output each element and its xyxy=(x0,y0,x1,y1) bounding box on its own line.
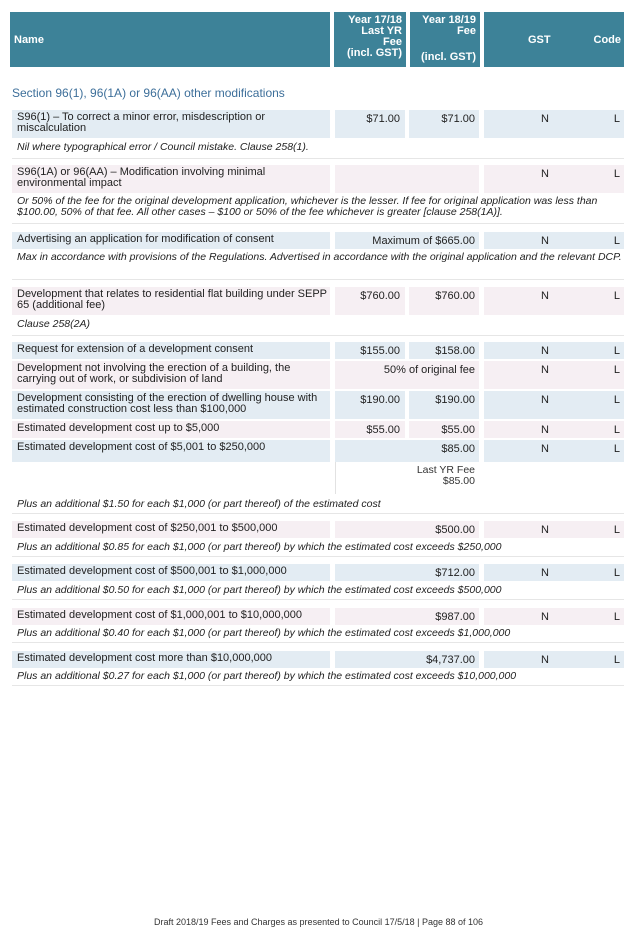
row-note: Or 50% of the fee for the original development application, whichever is the lesser. If fee for original application was less than $100.00, 50% of that fee. All other cases – $100 or 50% of the fee whichever is greater [clause 258(1A)]. xyxy=(12,196,624,224)
row-description: Advertising an application for modification of consent xyxy=(12,232,330,249)
table-row xyxy=(12,521,624,538)
row-note: Plus an additional $0.85 for each $1,000 (or part thereof) by which the estimated cost exceeds $250,000 xyxy=(12,542,624,557)
table-row xyxy=(12,165,624,193)
last-year-fee: Last YR Fee $85.00 xyxy=(335,462,479,494)
page-footer: Draft 2018/19 Fees and Charges as presented to Council 17/5/18 | Page 88 of 106 xyxy=(153,917,484,927)
row-gst: N xyxy=(541,113,549,125)
row-fee-1819: $4,737.00 xyxy=(335,651,479,668)
row-fee xyxy=(335,165,479,193)
row-fee: 50% of original fee xyxy=(335,361,479,389)
row-gst: N xyxy=(541,443,549,455)
row-note: Max in accordance with provisions of the Regulations. Advertised in accordance with the original application and the relevant DCP. xyxy=(12,252,624,280)
row-fee-1819: $712.00 xyxy=(335,564,479,581)
row-code: L xyxy=(613,394,620,406)
row-description: S96(1A) or 96(AA) – Modification involving minimal environmental impact xyxy=(12,165,330,193)
row-note: Nil where typographical error / Council mistake. Clause 258(1). xyxy=(12,142,624,159)
row-fee-1819: $760.00 xyxy=(409,287,479,315)
section-title: Section 96(1), 96(1A) or 96(AA) other modifications xyxy=(12,86,285,100)
row-note: Plus an additional $1.50 for each $1,000 (or part thereof) of the estimated cost xyxy=(12,499,624,514)
row-description: Estimated development cost of $250,001 to $500,000 xyxy=(12,521,330,538)
row-fee-1819: $987.00 xyxy=(335,608,479,625)
row-note: Plus an additional $0.40 for each $1,000 (or part thereof) by which the estimated cost exceeds $1,000,000 xyxy=(12,628,624,643)
row-code: L xyxy=(613,364,620,376)
header-year-1819: Year 18/19 Fee (incl. GST) xyxy=(410,12,480,67)
table-row xyxy=(12,608,624,625)
row-code: L xyxy=(613,290,620,302)
row-note: Plus an additional $0.27 for each $1,000 (or part thereof) by which the estimated cost exceeds $10,000,000 xyxy=(12,671,624,686)
row-gst: N xyxy=(541,345,549,357)
row-gst: N xyxy=(541,424,549,436)
table-row xyxy=(12,651,624,668)
row-fee-1819: $55.00 xyxy=(409,421,479,438)
row-fee-1718: $71.00 xyxy=(335,110,405,138)
header-year-1718: Year 17/18 Last YR Fee (incl. GST) xyxy=(334,12,406,67)
row-fee-1718: $190.00 xyxy=(335,391,405,419)
table-row xyxy=(12,287,624,315)
row-gst: N xyxy=(541,290,549,302)
row-description: Estimated development cost up to $5,000 xyxy=(12,421,330,438)
row-code: L xyxy=(613,235,620,247)
row-gst: N xyxy=(541,654,549,666)
table-row xyxy=(12,110,624,138)
row-fee-1819: $190.00 xyxy=(409,391,479,419)
row-fee-1819: $71.00 xyxy=(409,110,479,138)
row-code: L xyxy=(613,654,620,666)
row-description: Request for extension of a development consent xyxy=(12,342,330,359)
table-row xyxy=(12,440,624,462)
table-row xyxy=(12,421,624,438)
row-note: Clause 258(2A) xyxy=(12,319,624,336)
row-code: L xyxy=(613,524,620,536)
row-gst: N xyxy=(541,168,549,180)
row-description: Estimated development cost more than $10,000,000 xyxy=(12,651,330,668)
row-gst: N xyxy=(541,394,549,406)
row-code: L xyxy=(613,113,620,125)
table-row xyxy=(12,232,624,249)
row-fee-1718: $155.00 xyxy=(335,342,405,359)
header-name: Name xyxy=(10,12,330,67)
row-gst: N xyxy=(541,611,549,623)
header-gst-code xyxy=(484,12,624,67)
header-gst: GST xyxy=(528,33,551,46)
row-gst: N xyxy=(541,235,549,247)
row-code: L xyxy=(613,168,620,180)
row-description: Estimated development cost of $1,000,001 to $10,000,000 xyxy=(12,608,330,625)
row-description: Estimated development cost of $500,001 to $1,000,000 xyxy=(12,564,330,581)
row-code: L xyxy=(613,611,620,623)
table-row xyxy=(12,564,624,581)
row-description: Development not involving the erection of a building, the carrying out of work, or subdivision of land xyxy=(12,361,330,389)
row-fee-1819: $500.00 xyxy=(335,521,479,538)
row-gst: N xyxy=(541,524,549,536)
row-code: L xyxy=(613,443,620,455)
row-gst: N xyxy=(541,567,549,579)
row-fee-1819: $158.00 xyxy=(409,342,479,359)
row-fee-1819: $85.00 xyxy=(335,440,479,462)
row-description: S96(1) – To correct a minor error, misdescription or miscalculation xyxy=(12,110,330,138)
row-gst: N xyxy=(541,364,549,376)
table-row xyxy=(12,361,624,389)
row-description: Development that relates to residential flat building under SEPP 65 (additional fee) xyxy=(12,287,330,315)
row-description: Estimated development cost of $5,001 to $250,000 xyxy=(12,440,330,462)
row-fee: Maximum of $665.00 xyxy=(335,232,479,249)
table-row xyxy=(12,342,624,359)
row-note: Plus an additional $0.50 for each $1,000 (or part thereof) by which the estimated cost exceeds $500,000 xyxy=(12,585,624,600)
header-code: Code xyxy=(593,33,621,46)
row-code: L xyxy=(613,567,620,579)
table-row xyxy=(12,391,624,419)
row-description: Development consisting of the erection of dwelling house with estimated construction cost less than $100,000 xyxy=(12,391,330,419)
row-code: L xyxy=(613,345,620,357)
row-fee-1718: $55.00 xyxy=(335,421,405,438)
row-code: L xyxy=(613,424,620,436)
row-fee-1718: $760.00 xyxy=(335,287,405,315)
